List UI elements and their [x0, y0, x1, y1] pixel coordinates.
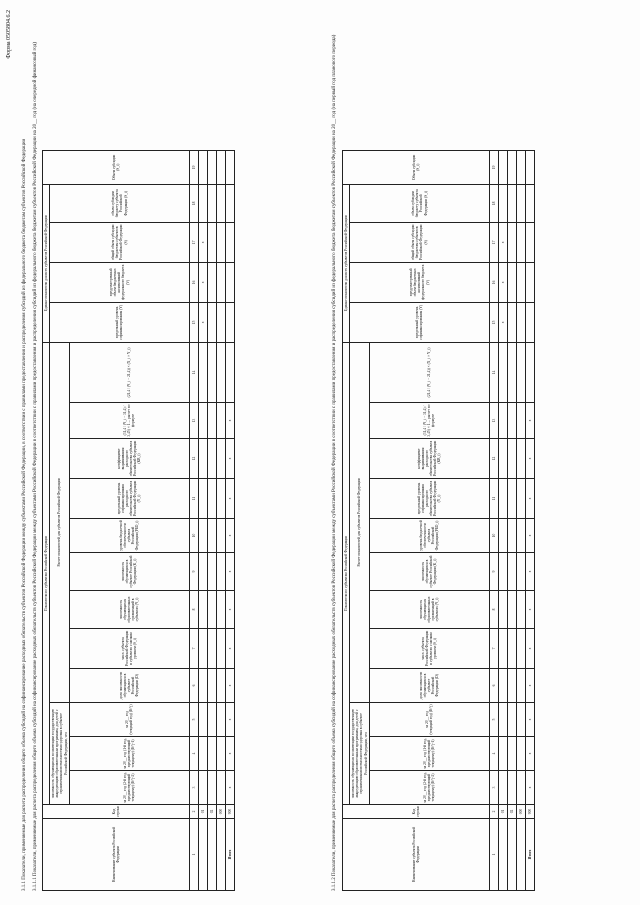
table-total-row: Итого 900 x x x x x x x x x x x	[525, 150, 534, 890]
table-total-row: Итого 900 x x x x x x x x x x x	[225, 150, 234, 890]
column-number-row: 1 2 3 4 5 6 7 8 9 10 11 12 13 14 15 16 17 18 19	[189, 150, 198, 890]
col-header-code: Код строки	[43, 805, 190, 819]
table-row: 02	[207, 150, 216, 890]
col-header-6: доля численности обучающихся в субъекте Российской Федерации (D)	[369, 669, 489, 703]
col-header-19: Объем субсидии (S_i)	[343, 150, 490, 184]
col-header-5: за 20__ год (текущий год) (K^j)	[69, 703, 189, 737]
heading-section-1: 3.1.1.1 Показатели, применяемые для расчета распределения общего объема субсидий на софинансирование расходных обязательств субъектов Российской Федерации между субъектами Российской Федерации в соответствии с правилами предоставления и распределения субсидий из федерального бюджета бюджетам субъектов Российской Федерации на 20__ год (на очередной финансовый год)	[33, 42, 38, 891]
group-header-formula: Расчет показателей для субъектов Российской Федерации	[50, 342, 70, 702]
col-header-3: за 20__ год (2-й год, предшествующий текущему) (K^j-2)	[69, 771, 189, 805]
col-header-9: численность обучающихся в субъекте Российской Федерации (K_i)	[369, 553, 489, 591]
col-header-4: за 20__ год (1-й год, предшествующий текущему) (K^j-1)	[69, 737, 189, 771]
col-header-code: Код строки	[343, 805, 490, 819]
col-header-11: предельный уровень софинансирования расходного обязательства субъекта Российской Федерации (Y_i)	[369, 479, 489, 519]
col-header-13: (31,4 / (Ч_i − 31,4) / 3,45) × 1 ... расчет по формуле	[369, 403, 489, 439]
table-row: 000	[216, 150, 225, 890]
form-code: Форма 0505804.6.2	[6, 10, 12, 59]
col-header-3: за 20__ год (2-й год, предшествующий текущему) (K^j-2)	[369, 771, 489, 805]
column-number-row: 1 2 3 4 5 6 7 8 9 10 11 12 13 14 15 16 17 18 19	[489, 150, 498, 890]
col-header-region: Наименование субъекта Российской Федерации	[343, 819, 490, 891]
col-header-8: численность обучающихся образовательных организаций в субъектах (Ч_i)	[69, 591, 189, 629]
group-header-common: Единые показатели для всех субъектов Российской Федерации	[43, 184, 50, 342]
col-header-6: доля численности обучающихся в субъекте Российской Федерации (D)	[69, 669, 189, 703]
col-header-5: за 20__ год (текущий год) (K^j)	[369, 703, 489, 737]
table-row: 000	[516, 150, 525, 890]
col-header-14: (21,4 / (Ч_i − 21,4)) × (X_i × Y_i)	[69, 342, 189, 402]
col-header-15: предельный уровень софинансирования (Y)	[350, 302, 490, 342]
col-header-15: предельный уровень софинансирования (Y)	[50, 302, 190, 342]
col-header-8: численность обучающихся образовательных организаций в субъектах (Ч_i)	[369, 591, 489, 629]
group-header-formula: Расчет показателей для субъектов Российской Федерации	[350, 342, 370, 702]
col-header-4: за 20__ год (1-й год, предшествующий текущему) (K^j-1)	[369, 737, 489, 771]
col-header-7: числ. субъекта Российской Федерации в субъектах с низким уровнем (S_i)	[369, 629, 489, 669]
col-header-12: коэффициент выравнивания расходного обязательства субъекта Российской Федерации (КВ_i)	[369, 439, 489, 479]
col-header-16: предусмотренный объем бюджетных ассигнований федерального бюджета (V)	[50, 262, 190, 302]
col-header-region: Наименование субъекта Российской Федерации	[43, 819, 190, 891]
col-header-19: Объем субсидии (S_i)	[43, 150, 190, 184]
col-header-14: (21,4 / (Ч_i − 21,4)) × (X_i × Y_i)	[369, 342, 489, 402]
col-header-16: предусмотренный объем бюджетных ассигнований федерального бюджета (V)	[350, 262, 490, 302]
col-header-18: объем субсидии бюджету субъекта Российской Федерации (S_i)	[350, 184, 490, 222]
col-header-13: (31,4 / (Ч_i − 31,4) / 3,45) × 1 ... расчет по формуле	[69, 403, 189, 439]
col-header-10: уровень бюджетной обеспеченности субъекта Российской Федерации (РБО_i)	[369, 519, 489, 553]
group-header-volume: численность обучающихся по имеющим государственную аккредитацию образовательным программам, для детей с ограниченными возможностями здоровья в субъекте Российской Федерации, чел	[350, 703, 370, 805]
col-header-9: численность обучающихся в субъекте Российской Федерации (K_i)	[69, 553, 189, 591]
group-header-common: Единые показатели для всех субъектов Российской Федерации	[343, 184, 350, 342]
table-row: 01 x x x	[498, 150, 507, 890]
table-second	[342, 150, 535, 891]
col-header-11: предельный уровень софинансирования расходного обязательства субъекта Российской Федерации (Y_i)	[69, 479, 189, 519]
col-header-10: уровень бюджетной обеспеченности субъекта Российской Федерации (РБО_i)	[69, 519, 189, 553]
heading-section-2: 3.1.1.2 Показатели, применяемые для расчета распределения общего объема субсидий на софинансирование расходных обязательств субъектов Российской Федерации между субъектами Российской Федерации в соответствии с правилами предоставления и распределения субсидий из федерального бюджета бюджетам субъектов Российской Федерации на 20__ год (на первый год планового периода)	[332, 34, 337, 891]
group-header-regions: Показатели по субъектам Российской Федерации	[343, 342, 350, 804]
group-header-volume: численность обучающихся по имеющим государственную аккредитацию образовательным программам, для детей с ограниченными возможностями здоровья в субъекте Российской Федерации, чел	[50, 703, 70, 805]
col-header-12: коэффициент выравнивания расходного обязательства субъекта Российской Федерации (КВ_i)	[69, 439, 189, 479]
col-header-17: общий объем субсидии бюджетам субъектов Российской Федерации (S)	[350, 222, 490, 262]
table-row: 01 x x x	[198, 150, 207, 890]
table-row: 02	[507, 150, 516, 890]
col-header-18: объем субсидии бюджету субъекта Российской Федерации (S_i)	[50, 184, 190, 222]
col-header-17: общий объем субсидии бюджетам субъектов Российской Федерации (S)	[50, 222, 190, 262]
group-header-regions: Показатели по субъектам Российской Федерации	[43, 342, 50, 804]
table-first	[42, 150, 235, 891]
col-header-7: числ. субъекта Российской Федерации в субъектах с низким уровнем (S_i)	[69, 629, 189, 669]
heading-main: 3.1.1 Показатели, применяемые для расчета распределения общего объема субсидий на софинансирование расходных обязательств субъектов Российской Федерации между субъектами Российской Федерации, в соответствии с правилами предоставления и распределения субсидий из федерального бюджета бюджетам субъектов Российской Федерации	[22, 138, 27, 891]
